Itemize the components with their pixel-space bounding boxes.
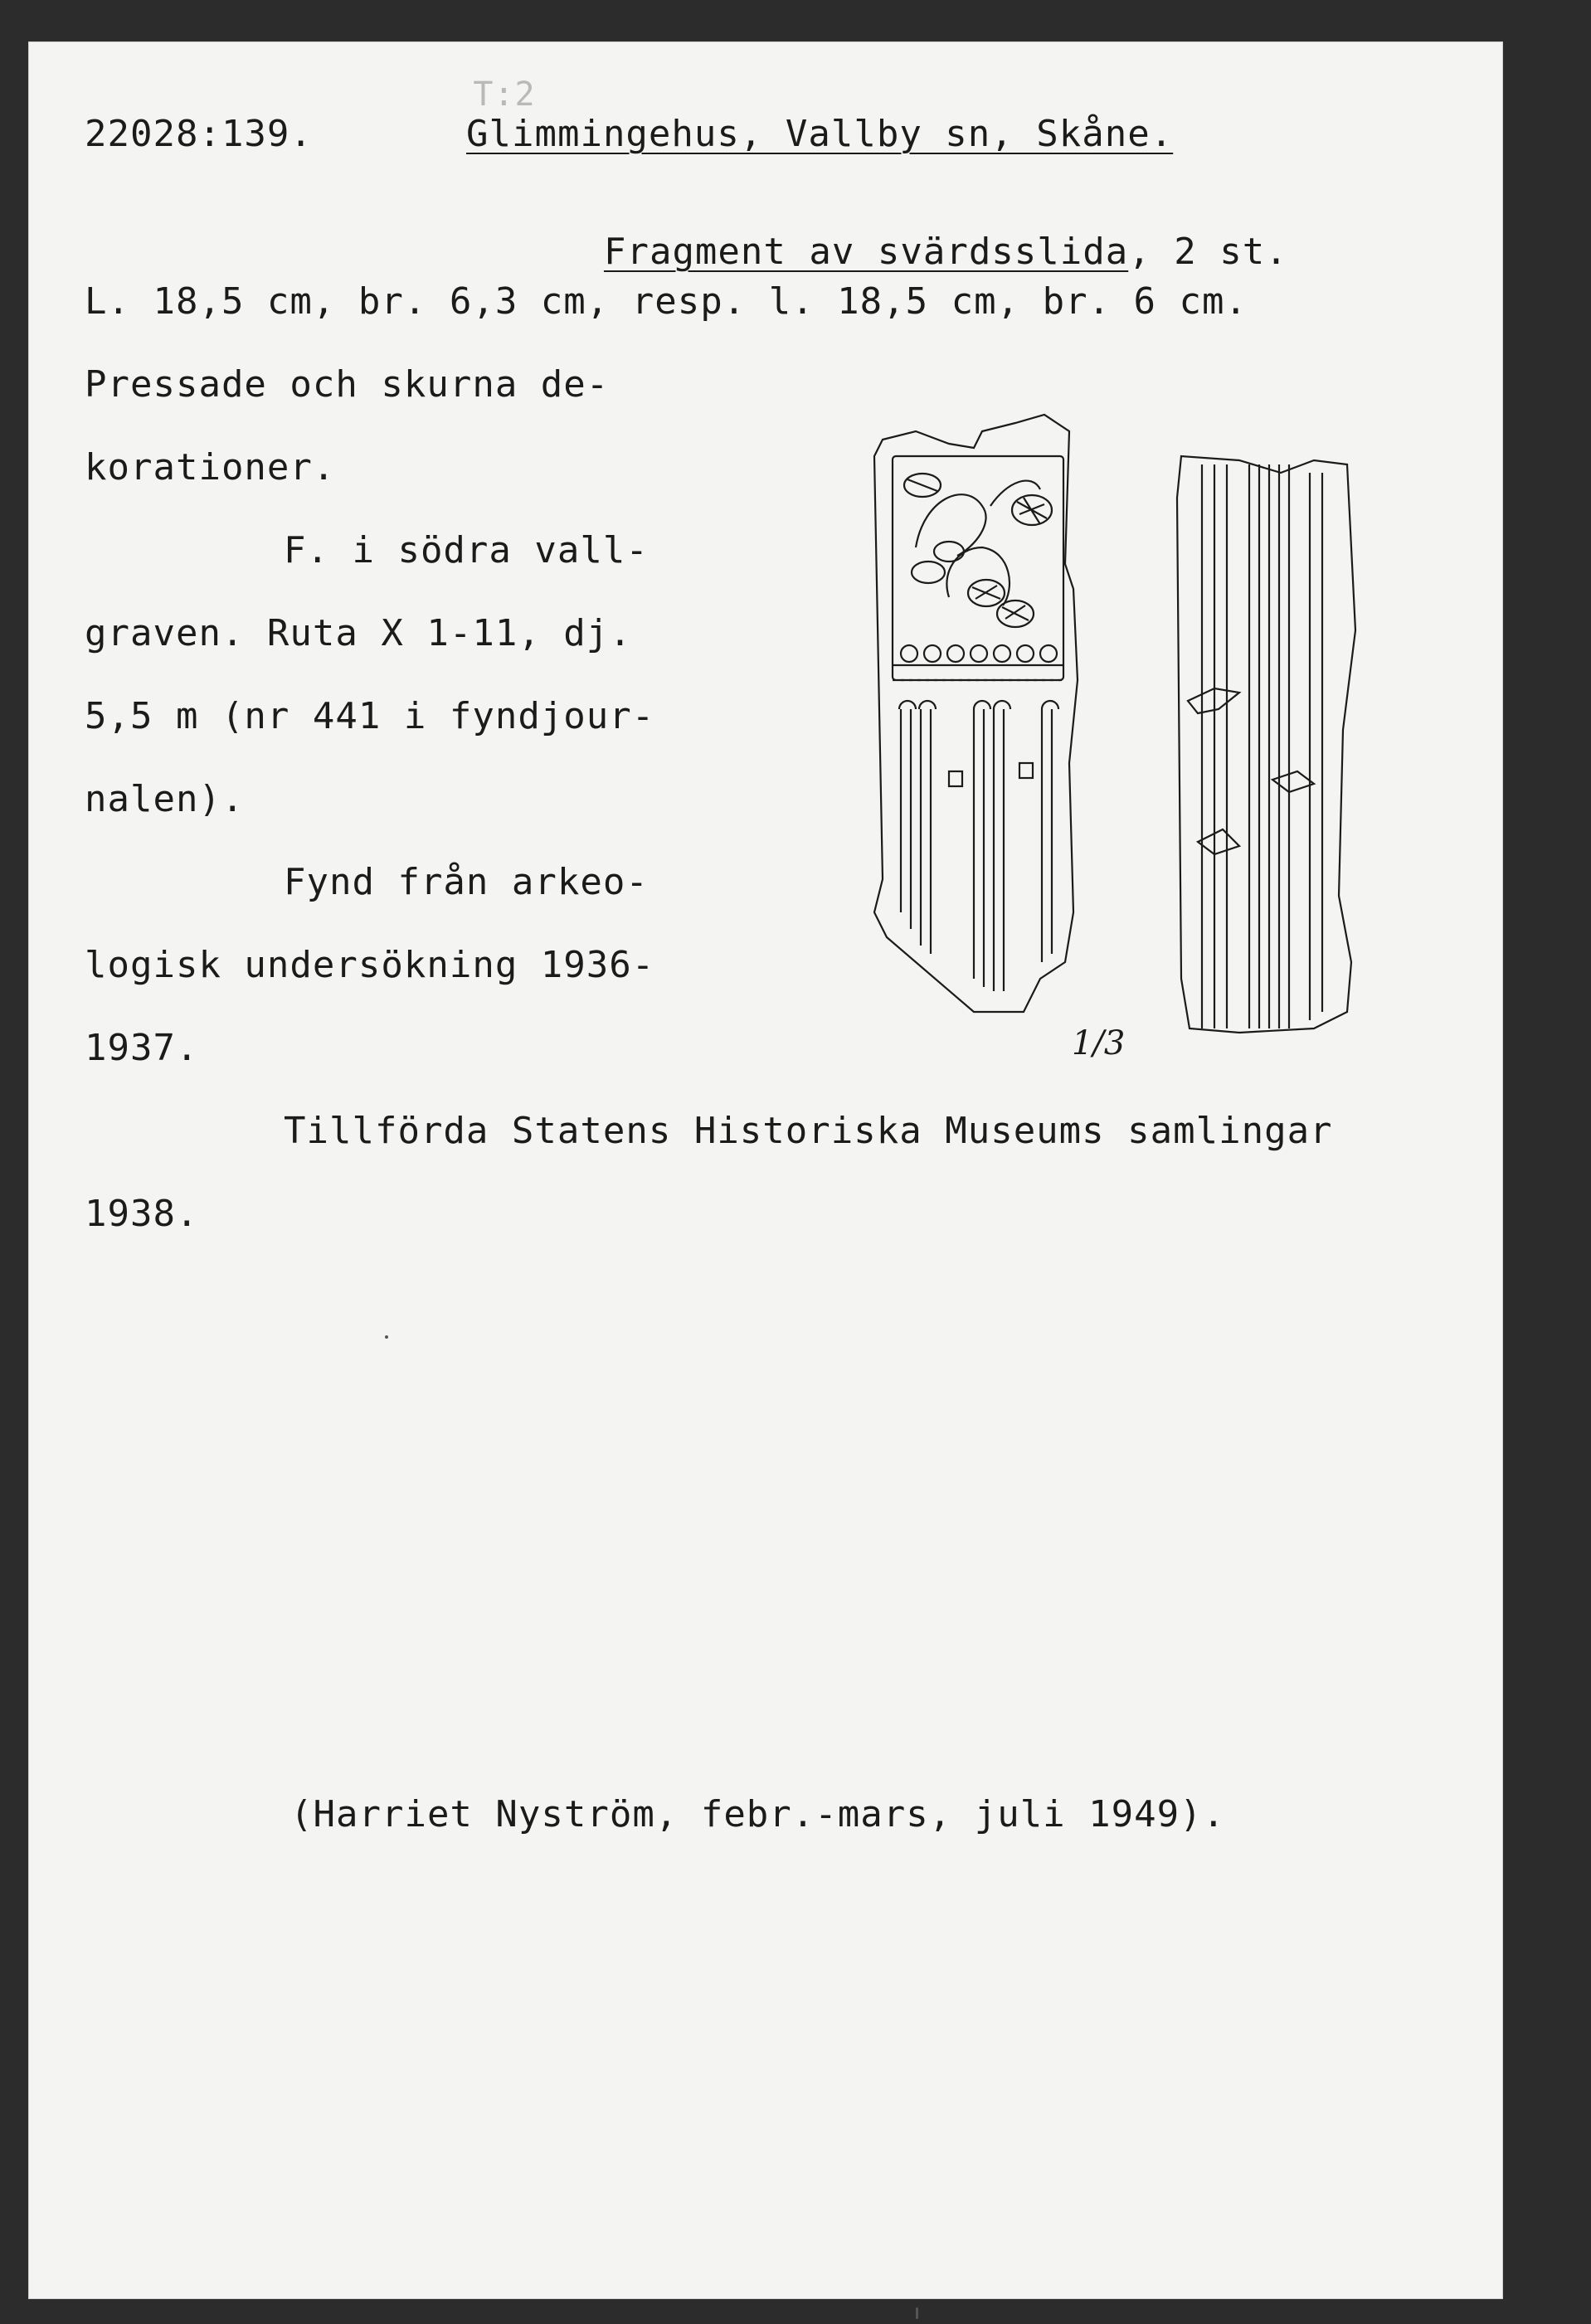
description-line-7: Fynd från arkeo- (284, 861, 649, 903)
description-line-3: F. i södra vall- (284, 529, 649, 571)
accession-line-1: Tillförda Statens Historiska Museums samlingar (284, 1110, 1333, 1152)
author-line: (Harriet Nyström, febr.-mars, juli 1949). (290, 1793, 1226, 1835)
leaf-3 (912, 562, 945, 583)
description-line-9: 1937. (85, 1027, 199, 1069)
leaf-4 (934, 542, 964, 562)
left-panel-border (893, 456, 1063, 680)
dimensions: L. 18,5 cm, br. 6,3 cm, resp. l. 18,5 cm, br. 6 cm. (85, 280, 1248, 323)
vine-stem-1 (916, 494, 986, 556)
right-ribs (1202, 464, 1322, 1028)
faded-header-text: T:2 (473, 75, 536, 114)
catalog-card (28, 41, 1503, 2299)
dust-mark (916, 2307, 918, 2319)
scabbard-fragments-drawing (849, 382, 1430, 1062)
object-count: , 2 st. (1128, 231, 1288, 273)
description-line-1: Pressade och skurna de- (85, 363, 610, 406)
description-line-6: nalen). (85, 778, 245, 820)
description-line-4: graven. Ruta X 1-11, dj. (85, 612, 632, 654)
site-name: Glimmingehus, Vallby sn, Skåne. (466, 113, 1174, 155)
dust-speck (385, 1335, 388, 1339)
scale-label: 1/3 (1072, 1024, 1126, 1062)
accession-line-2: 1938. (85, 1193, 199, 1235)
description-line-5: 5,5 m (nr 441 i fyndjour- (85, 695, 655, 737)
description-line-2: korationer. (85, 446, 336, 489)
right-fragment-outline (1177, 456, 1355, 1033)
left-ribs (901, 709, 1052, 991)
left-fragment-outline (874, 415, 1078, 1012)
description-line-8: logisk undersökning 1936- (85, 944, 655, 986)
catalog-number: 22028:139. (85, 113, 313, 155)
object-title: Fragment av svärdsslida (603, 231, 1129, 273)
